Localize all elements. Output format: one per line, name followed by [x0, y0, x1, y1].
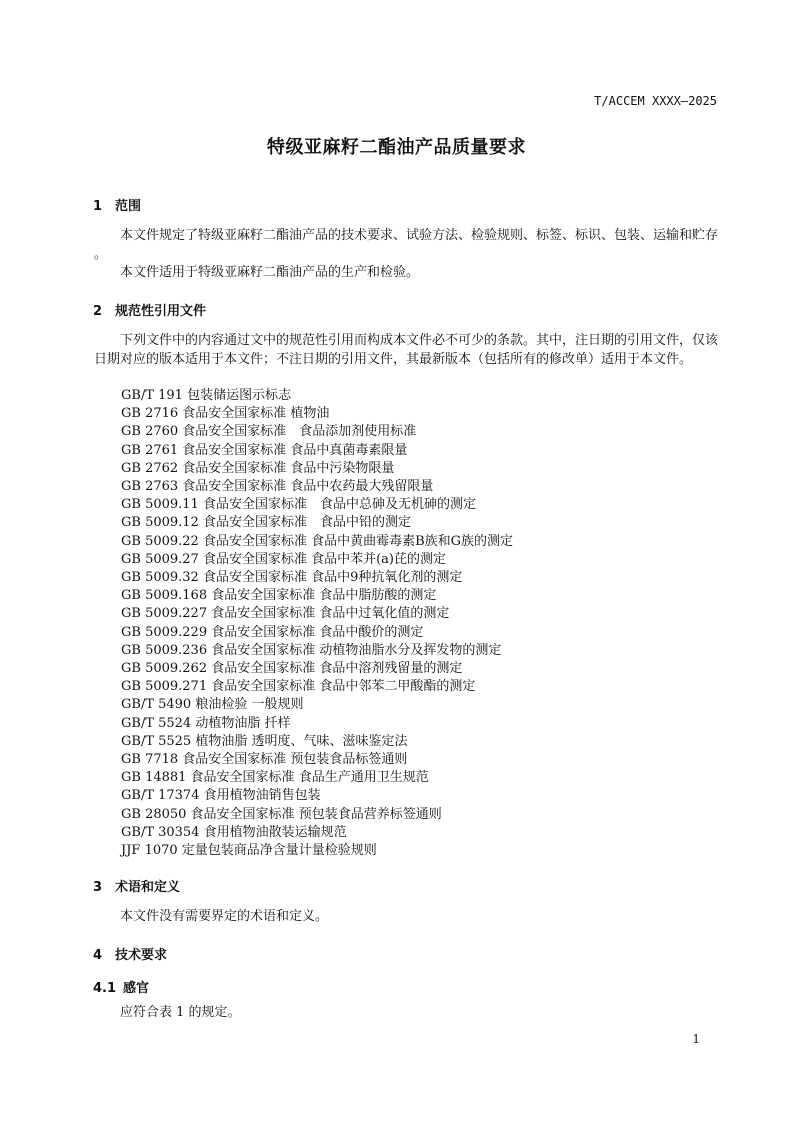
- reference-item: JJF 1070 定量包装商品净含量计量检验规则: [121, 843, 377, 859]
- reference-item: GB 5009.32 食品安全国家标准 食品中9种抗氧化剂的测定: [121, 570, 463, 586]
- reference-item: GB/T 17374 食用植物油销售包装: [121, 788, 321, 804]
- section-number: 4: [93, 948, 103, 963]
- reference-item: GB/T 5490 粮油检验 一般规则: [121, 697, 304, 713]
- reference-item: GB 5009.12 食品安全国家标准 食品中铅的测定: [121, 515, 411, 531]
- reference-item: GB 5009.11 食品安全国家标准 食品中总砷及无机砷的测定: [121, 497, 476, 513]
- section-number: 2: [93, 304, 103, 319]
- section-title: 术语和定义: [115, 880, 181, 895]
- section-title: 规范性引用文件: [115, 304, 207, 319]
- terms-paragraph: 本文件没有需要界定的术语和定义。: [120, 909, 329, 924]
- reference-item: GB 14881 食品安全国家标准 食品生产通用卫生规范: [121, 770, 429, 786]
- reference-list: [121, 387, 721, 860]
- reference-item: GB/T 5524 动植物油脂 扦样: [121, 715, 291, 731]
- reference-item: GB 5009.227 食品安全国家标准 食品中过氧化值的测定: [121, 606, 450, 622]
- reference-item: GB 2762 食品安全国家标准 食品中污染物限量: [121, 460, 395, 476]
- page-number: 1: [692, 1032, 700, 1046]
- section-number: 4.1: [93, 981, 117, 996]
- section-3-heading: [93, 876, 180, 895]
- reference-item: GB 5009.262 食品安全国家标准 食品中溶剂残留量的测定: [121, 661, 463, 677]
- section-1-heading: [93, 195, 141, 214]
- reference-item: GB 5009.168 食品安全国家标准 食品中脂肪酸的测定: [121, 588, 437, 604]
- section-title: 技术要求: [115, 948, 168, 963]
- reference-item: GB 2761 食品安全国家标准 食品中真菌毒素限量: [121, 442, 408, 458]
- reference-item: GB 5009.271 食品安全国家标准 食品中邻苯二甲酸酯的测定: [121, 679, 476, 695]
- section-4-1-heading: [93, 977, 149, 996]
- references-intro-paragraph: 下列文件中的内容通过文中的规范性引用而构成本文件必不可少的条款。其中，注日期的引用文件，仅该日期对应的版本适用于本文件；不注日期的引用文件，其最新版本（包括所有的修改单）适用于本文件。: [94, 333, 719, 367]
- reference-item: GB 2763 食品安全国家标准 食品中农药最大残留限量: [121, 479, 434, 495]
- scope-paragraph-2: 本文件适用于特级亚麻籽二酯油产品的生产和检验。: [120, 265, 420, 280]
- reference-item: GB 5009.236 食品安全国家标准 动植物油脂水分及挥发物的测定: [121, 642, 502, 658]
- sensory-paragraph: 应符合表 1 的规定。: [120, 1005, 241, 1020]
- document-code: T/ACCEM XXXX—2025: [594, 94, 717, 108]
- section-number: 3: [93, 880, 103, 895]
- reference-item: GB 2716 食品安全国家标准 植物油: [121, 406, 330, 422]
- reference-item: GB 5009.22 食品安全国家标准 食品中黄曲霉毒素B族和G族的测定: [121, 533, 514, 549]
- section-title: 感官: [123, 981, 150, 996]
- reference-item: GB 7718 食品安全国家标准 预包装食品标签通则: [121, 752, 408, 768]
- reference-item: GB/T 5525 植物油脂 透明度、气味、滋味鉴定法: [121, 733, 408, 749]
- reference-item: GB 2760 食品安全国家标准 食品添加剂使用标准: [121, 424, 417, 440]
- reference-item: GB 5009.27 食品安全国家标准 食品中苯并(a)芘的测定: [121, 551, 446, 567]
- reference-item: GB/T 30354 食用植物油散装运输规范: [121, 824, 347, 840]
- document-title: 特级亚麻籽二酯油产品质量要求: [267, 137, 526, 158]
- reference-item: GB 5009.229 食品安全国家标准 食品中酸价的测定: [121, 624, 424, 640]
- section-number: 1: [93, 199, 103, 214]
- reference-item: GB/T 191 包装储运图示标志: [121, 388, 292, 403]
- section-2-heading: [93, 300, 206, 319]
- section-title: 范围: [115, 199, 142, 214]
- reference-item: GB 28050 食品安全国家标准 预包装食品营养标签通则: [121, 806, 442, 822]
- scope-paragraph-1: 本文件规定了特级亚麻籽二酯油产品的技术要求、试验方法、检验规则、标签、标识、包装、运输和贮存 。: [94, 228, 719, 262]
- section-4-heading: [93, 944, 167, 963]
